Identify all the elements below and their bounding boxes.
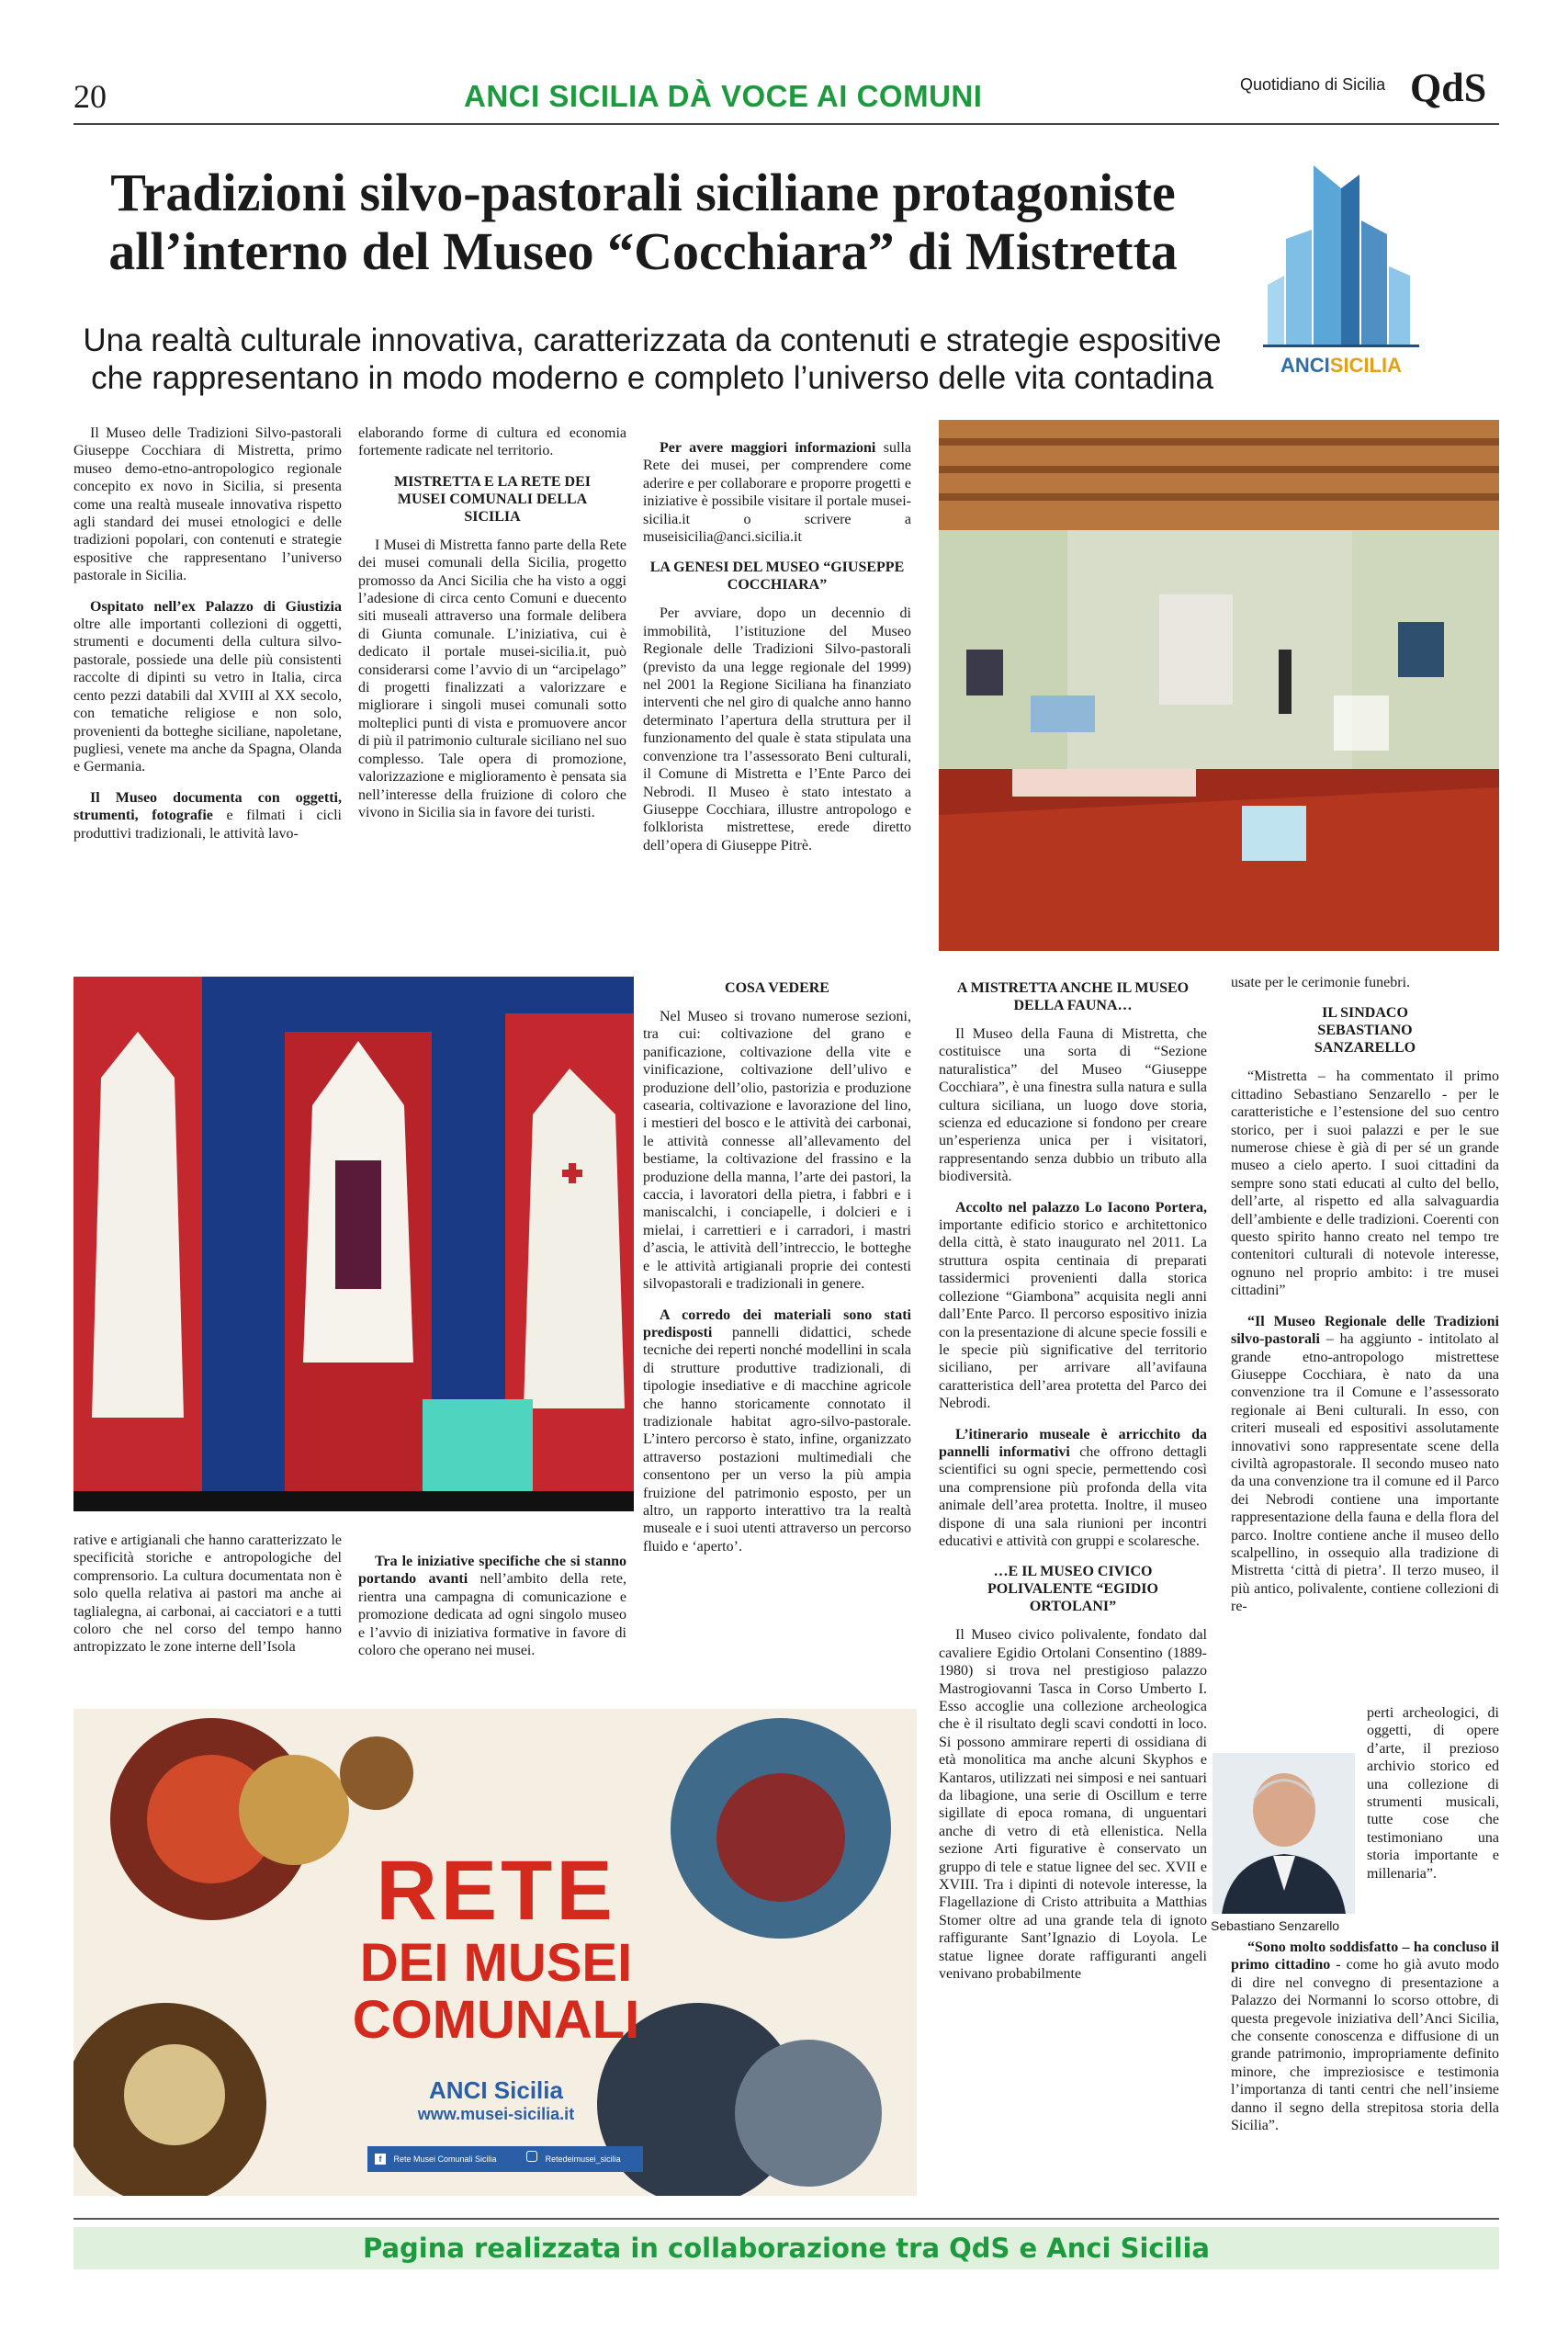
section-heading: COSA VEDERE: [725, 980, 829, 996]
paragraph: A corredo dei materiali sono stati predisposti pannelli didattici, schede tecniche dei reperti nonché modellini in scala di strutture produttive tradizionali, di tipologie insediative e di macchine agricole che hanno storicamente connotato il tradizionale habitat agro-silvo-pastorale. L’intero percorso è stato, infine, organizzato attraverso postazioni multimediali che consentono per un verso la più ampia fruizione del patrimonio esposto, per un altro, un rapporto interattivo tra la realtà museale e i suoi utenti attraverso un percorso fluido e ‘aperto’.: [643, 1306, 911, 1555]
instagram-handle[interactable]: Retedeimusei_sicilia: [545, 2154, 621, 2164]
header-rule: [73, 123, 1499, 125]
column-2-top: [358, 424, 626, 834]
newspaper-name: Quotidiano di Sicilia: [1240, 75, 1386, 94]
footer-banner: Pagina realizzata in collaborazione tra QdS e Anci Sicilia: [73, 2227, 1499, 2269]
column-5-narrow: [1367, 1704, 1499, 1895]
paragraph: Il Museo civico polivalente, fondato dal cavaliere Egidio Ortolani Consentino (1889-1980) si trova nel prestigioso palazzo Mastrogiovanni Tasca in Corso Umberto I. Esso accoglie una collezione archeologica che è il risultato degli scavi condotti in loco. Si possono ammirare reperti di ossidiana di età monolitica ma anche alcuni Skyphos e Kantaros, utilizzati nei simposi e nei santuari da libagione, una serie di Oscillum e terre sigillate di epoca romana, di unguentari anche di vetro di età ellenistica. Nella sezione Arti figurative è conservato un gruppo di tele e statue lignee del sec. XVII e XVIII. Tra i dipinti di notevole interesse, la Flagellazione di Cristo attribuita a Matthias Stomer oltre ad una grande tela di ignoto raffigurante Sant’Ignazio di Loyola. Le statue lignee dorate raffiguranti angeli venivano probabilmente: [939, 1627, 1207, 1983]
paragraph: Accolto nel palazzo Lo Iacono Portera, importante edificio storico e architettonico della città, è stato inaugurato nel 2011. La struttura ospita centinaia di preparati tassidermici provenienti dalla storica collezione “Giambona” acquisita negli anni dall’Ente Parco. Il percorso espositivo inizia con la presentazione di alcune specie fossili e le specie più significative del territorio siciliano, per arrivare all’avifauna caratteristica dell’area protetta del Parco dei Nebrodi.: [939, 1199, 1207, 1412]
paragraph: “Sono molto soddisfatto – ha concluso il primo cittadino - come ho già avuto modo di dire nel convegno di presentazione a Palazzo dei Normanni lo scorso ottobre, di questa pregevole iniziativa dell’Anci Sicilia, che consente conoscenza e diffusione di un grande patrimonio, impropriamente definito minore, che impreziosisce e testimonia l’importanza di tanti centri che nell’insieme danno il segno della strepitosa storia della Sicilia”.: [1231, 1939, 1500, 2134]
paragraph: Il Museo delle Tradizioni Silvo-pastorali Giuseppe Cocchiara di Mistretta, primo museo demo-etno-antropologico regionale concepito ex novo in Sicilia, si presenta come una realtà museale innovativa rispetto agli standard dei musei etnologici e delle tradizioni popolari, con contenuti e strategie espositive che rappresentano l’universo pastorale in Sicilia.: [73, 425, 342, 584]
column-5-top: [1231, 974, 1499, 1629]
column-5-bottom: [1231, 1939, 1499, 2147]
facebook-icon[interactable]: f: [375, 2154, 386, 2165]
bold-lead: “Sono molto soddisfatto – ha concluso il primo cittadino: [1231, 1939, 1499, 1973]
bold-lead: “Il Museo Regionale delle Tradizioni silvo-pastorali: [1231, 1313, 1499, 1348]
advert-title-comunali: COMUNALI: [352, 1990, 640, 2050]
portrait-caption: Sebastiano Senzarello: [1211, 1918, 1340, 1933]
section-heading: MISTRETTA E LA RETE DEI MUSEI COMUNALI DELLA SICILIA: [394, 473, 591, 525]
anci-label: ANCI: [1280, 354, 1330, 377]
column-4: [939, 974, 1207, 1996]
paragraph: Tra le iniziative specifiche che si stanno portando avanti nell’ambito della rete, rientra una campagna di comunicazione e promozione dedicata ad ogni singolo museo e l’avvio di iniziativa formative in favore di coloro che operano nei musei.: [358, 1554, 626, 1659]
paragraph: Il Museo della Fauna di Mistretta, che costituisce una sorta di “Sezione naturalistica” del Museo “Giuseppe Cocchiara”, è una finestra sulla natura e sulla cultura siciliana, un luogo dove storia, scienza ed educazione si fondono per creare un’esperienza unica per i visitatori, rappresentando senza dubbio un tributo alla biodiversità.: [939, 1026, 1207, 1185]
paragraph: “Mistretta – ha commentato il primo cittadino Sebastiano Senzarello - per le caratteristiche e l’estensione del suo centro storico, per i suoi palazzi e per le sue numerose chiese è già di per sé un grande museo a cielo aperto. I suoi cittadini da sempre sono stati educati al culto del bello, dell’arte, al rispetto ed alla salvaguardia dell’ambiente e delle tradizioni. Coerenti con questo spirito hanno creato nel tempo tre contenitori culturali di notevole interesse, ognuno nel proprio ambito: i tre musei cittadini”: [1231, 1069, 1499, 1299]
paragraph: elaborando forme di cultura ed economia fortemente radicate nel territorio.: [358, 425, 626, 459]
advert-social-bar: [367, 2146, 643, 2172]
qds-logo: QdS: [1410, 65, 1487, 110]
paragraph: rative e artigianali che hanno caratterizzato le specificità storiche e antropologiche del comprensorio. La cultura documentata non è solo quella relativa ai pastori ma anche ai taglialegna, ai carbonai, ai cacciatori e a tutti coloro che nel corso del tempo hanno antropizzato le zone interne dell’Isola: [73, 1532, 342, 1656]
section-heading: …E IL MUSEO CIVICO POLIVALENTE “EGIDIO ORTOLANI”: [987, 1564, 1158, 1615]
section-title: ANCI SICILIA DÀ VOCE AI COMUNI: [464, 79, 983, 113]
footer-rule: [73, 2218, 1499, 2220]
page-number: 20: [73, 78, 107, 115]
subheadline: Una realtà culturale innovativa, caratterizzata da contenuti e strategie espositive che rappresentano in modo moderno e completo l’universo delle vita contadina: [83, 322, 1222, 396]
mayor-portrait: [1213, 1753, 1355, 1914]
paragraph: I Musei di Mistretta fanno parte della Rete dei musei comunali della Sicilia, progetto promosso da Anci Sicilia che ha visto a oggi l’adesione di circa cento Comuni e duecento siti museali attraverso una formale delibera di Giunta comunale. L’iniziativa, cui è dedicato il portale musei-sicilia.it, può considerarsi come l’avvio di un “arcipelago” di progetti finalizzati a valorizzare e migliorare i singoli musei comunali sotto molteplici punti di vista e promuovere ancor di più il patrimonio culturale siciliano nel suo complesso. Tale opera di promozione, valorizzazione e miglioramento è pensata sia nell’interesse della fruizione di coloro che vivono in Sicilia sia in favore dei turisti.: [358, 537, 626, 820]
advert-url[interactable]: www.musei-sicilia.it: [417, 2105, 575, 2123]
bold-lead: A corredo dei materiali sono stati predisposti: [643, 1306, 911, 1340]
paragraph: Ospitato nell’ex Palazzo di Giustizia oltre alle importanti collezioni di oggetti, strumenti e documenti della cultura silvo-pastorale, possiede una delle più consistenti raccolte di dipinti su vetro in Italia, circa cento pezzi databili dal XVIII al XX secolo, con tematiche religiose e non solo, provenienti da botteghe siciliane, napoletane, pugliesi, venete ma anche da Spagna, Olanda e Germania.: [73, 598, 342, 775]
museum-hall-photo: [939, 420, 1499, 951]
bold-lead: Ospitato nell’ex Palazzo di Giustizia: [90, 598, 342, 615]
paragraph: L’itinerario museale è arricchito da pannelli informativi che offrono dettagli scientifici su ogni specie, permettendo così una comprensione più profonda della vita animale dell’area protetta. Inoltre, il museo dispone di una sala riunioni per incontri educativi e attività con gruppi e scolaresche.: [939, 1426, 1207, 1549]
paragraph: Il Museo documenta con oggetti, strumenti, fotografie e filmati i cicli produttivi tradizionali, le attività lavo-: [73, 789, 342, 842]
paragraph: Nel Museo si trovano numerose sezioni, tra cui: coltivazione del grano e panificazione, coltivazione della vite e vinificazione, coltivazione dell’ulivo e produzione dell’olio, pastorizia e produzione casearia, coltivazione e lavorazione del lino, i mestieri del bosco e le attività dei carbonai, le attività connesse all’allevamento del bestiame, la coltivazione del frassino e la produzione della manna, l’arte dei pastori, la caccia, i lavoratori della pietra, i fabbri e i maniscalchi, i conciapelle, i dolcieri e i mielai, i carrettieri e i carradori, i mastri d’ascia, le attività dell’intreccio, le botteghe e le attività artigianali proprie dei contesti silvopastorali e tradizionali in genere.: [643, 1009, 911, 1293]
rete-musei-advert: [73, 1709, 917, 2196]
section-heading: LA GENESI DEL MUSEO “GIUSEPPE COCCHIARA”: [649, 560, 905, 594]
advert-title-dei-musei: DEI MUSEI: [359, 1933, 633, 1993]
bold-lead: Accolto nel palazzo Lo Iacono Portera,: [955, 1199, 1207, 1216]
vestments-photo: [73, 977, 634, 1511]
paragraph: Per avviare, dopo un decennio di immobilità, l’istituzione del Museo Regionale delle Tradizioni Silvo-pastorali (previsto da una legge regionale del 1999) nel 2001 la Regione Siciliana ha finanziato interventi che nel giro di qualche anno hanno determinato l’apertura della struttura per il funzionamento del quale è stata stipulata una convenzione tra l’assessorato Beni culturali, il Comune di Mistretta e l’Ente Parco dei Nebrodi. Il Museo è stato intestato a Giuseppe Cocchiara, illustre antropologo e folklorista mistrettese, erede diretto dell’opera di Giuseppe Pitrè.: [643, 605, 911, 854]
anci-sicilia-badge: [1258, 156, 1424, 395]
paragraph: perti archeologici, di oggetti, di opere d’arte, il prezioso archivio storico ed una collezione di strumenti musicali, tutte cose che testimoniano una storia importante e millenaria”.: [1367, 1705, 1499, 1882]
advert-title-rete: RETE: [376, 1844, 616, 1938]
section-heading: A MISTRETTA ANCHE IL MUSEO DELLA FAUNA…: [956, 980, 1190, 1013]
column-1-top: [73, 424, 342, 855]
paragraph: usate per le cerimonie funebri.: [1231, 975, 1411, 990]
facebook-handle[interactable]: Rete Musei Comunali Sicilia: [393, 2154, 497, 2164]
paragraph: “Il Museo Regionale delle Tradizioni silvo-pastorali – ha aggiunto - intitolato al grande etno-antropologo mistrettese Giuseppe Cocchiara, è nato da una convenzione tra il Comune e l’assessorato regionale ai Beni culturali. In esso, con criteri museali ed espositivi assolutamente innovativi sono rappresentate scene della civiltà agropastorale. Il secondo museo nato da una convenzione tra il comune ed il Parco dei Nebrodi contiene una importante rappresentazione della fauna e della flora del parco. Inoltre contiene anche il museo dello scalpellino, in ossequio alla tradizione di Mistretta ‘città di pietra’. Il terzo museo, il più antico, polivalente, contiene collezioni di re-: [1231, 1313, 1499, 1615]
bold-lead: Tra le iniziative specifiche che si stanno portando avanti: [358, 1554, 626, 1588]
column-3-bottom: [643, 974, 911, 1568]
bold-lead: Per avere maggiori informazioni: [660, 440, 876, 456]
column-2-bottom: [358, 1553, 626, 1672]
headline: Tradizioni silvo-pastorali siciliane protagoniste all’interno del Museo “Cocchiara” di Mistretta: [108, 163, 1178, 281]
instagram-icon[interactable]: [526, 2151, 537, 2162]
column-1-bottom: [73, 1532, 342, 1669]
sicilia-label: SICILIA: [1329, 354, 1402, 377]
paragraph: Per avere maggiori informazioni sulla Rete dei musei, per comprendere come aderire e per collaborare e proporre progetti e iniziative è possibile visitare il portale musei-sicilia.it o scrivere a museisicilia@anci.sicilia.it: [643, 440, 912, 546]
column-3-top: [643, 439, 911, 867]
advert-brand: ANCI Sicilia: [429, 2076, 563, 2104]
bold-lead: L’itinerario museale è arricchito da pannelli informativi: [939, 1426, 1207, 1460]
bold-lead: Il Museo documenta con oggetti, strumenti, fotografie: [73, 789, 342, 824]
section-heading: IL SINDACO SEBASTIANO SANZARELLO: [1314, 1005, 1416, 1057]
